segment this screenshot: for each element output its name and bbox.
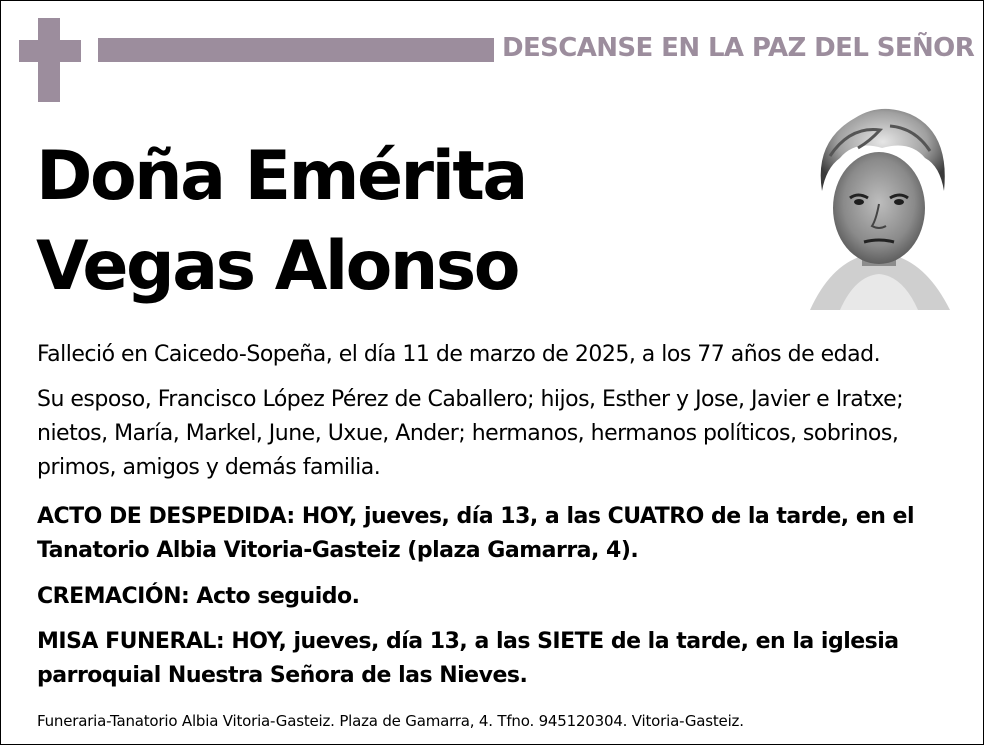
cremation-notice: CREMACIÓN: Acto seguido.: [37, 584, 360, 609]
funeral-mass: MISA FUNERAL: HOY, jueves, día 13, a las SIETE de la tarde, en la iglesia parroquial Nuestra Señora de las Nieves.: [37, 629, 899, 688]
deceased-name: [36, 132, 526, 312]
name-line-1: Doña Emérita: [36, 137, 526, 216]
portrait-photo: [800, 96, 958, 310]
farewell-ceremony: ACTO DE DESPEDIDA: HOY, jueves, día 13, a las CUATRO de la tarde, en el Tanatorio Albia Vitoria-Gasteiz (plaza Gamarra, 4).: [37, 504, 915, 563]
family-list: Su esposo, Francisco López Pérez de Caballero; hijos, Esther y Jose, Javier e Iratxe; nietos, María, Markel, June, Uxue, Ander; hermanos, hermanos políticos, sobrinos, primos, amigos y demás familia.: [37, 387, 904, 480]
name-line-2: Vegas Alonso: [36, 227, 518, 306]
header-bar: [98, 38, 494, 62]
funeral-home-footer: Funeraria-Tanatorio Albia Vitoria-Gasteiz. Plaza de Gamarra, 4. Tfno. 945120304. Vitoria-Gasteiz.: [37, 712, 744, 730]
death-notice: Falleció en Caicedo-Sopeña, el día 11 de marzo de 2025, a los 77 años de edad.: [37, 342, 881, 367]
header-title: DESCANSE EN LA PAZ DEL SEÑOR: [502, 33, 975, 63]
